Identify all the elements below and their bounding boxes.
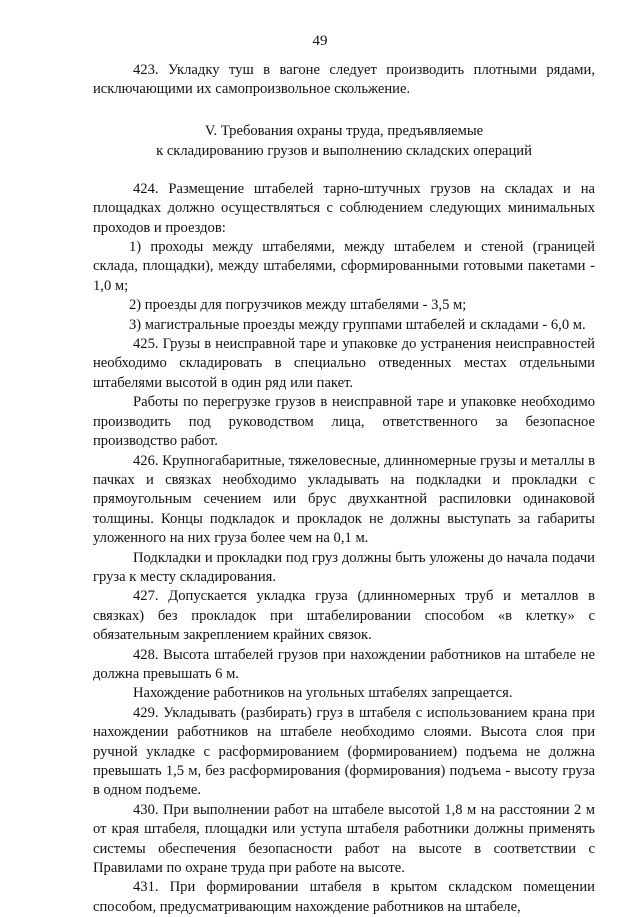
list-item-424-1: 1) проходы между штабелями, между штабелем и стеной (границей склада, площадки), между штабелями, сформированными готовыми пакетами - 1,0 м;	[93, 239, 595, 294]
paragraph-428: 428. Высота штабелей грузов при нахождении работников на штабеле не должна превышать 6 м.	[93, 646, 595, 682]
paragraph-428-cont: Нахождение работников на угольных штабелях запрещается.	[133, 685, 513, 702]
paragraph-423: 423. Укладку туш в вагоне следует производить плотными рядами, исключающими их самопроизвольное скольжение.	[93, 62, 595, 98]
paragraph-427: 427. Допускается укладка груза (длинномерных труб и металлов в связках) без прокладок при штабелировании способом «в клетку» с обязательным закреплением крайних связок.	[93, 588, 595, 644]
document-body	[93, 61, 595, 917]
paragraph-425-cont: Работы по перегрузке грузов в неисправной таре и упаковке необходимо производить под руководством лица, ответственного за безопасное производство работ.	[93, 394, 595, 450]
paragraph-429: 429. Укладывать (разбирать) груз в штабеля с использованием крана при нахождении работников на штабеле необходимо слоями. Высота слоя при ручной укладке с расформированием (формированием) подъема не должна превышать 1,5 м, без расформирования (формирования) подъема - высоту груза в одном подъеме.	[93, 704, 595, 799]
paragraph-431: 431. При формировании штабеля в крытом складском помещении способом, предусматривающим нахождение работников на штабеле,	[93, 879, 595, 915]
paragraph-430: 430. При выполнении работ на штабеле высотой 1,8 м на расстоянии 2 м от края штабеля, площадки или уступа штабеля работники должны применять системы обеспечения безопасности работ на высоте в соответствии с Правилами по охране труда при работе на высоте.	[93, 801, 595, 877]
list-item-424-2: 2) проезды для погрузчиков между штабелями - 3,5 м;	[129, 297, 467, 314]
section-heading	[93, 121, 595, 161]
section-heading-line-2: к складированию грузов и выполнению складских операций	[156, 142, 532, 159]
section-heading-line-1: V. Требования охраны труда, предъявляемые	[204, 122, 484, 139]
paragraph-426-cont: Подкладки и прокладки под груз должны быть уложены до начала подачи груза к месту складирования.	[93, 549, 595, 585]
list-item-424-3: 3) магистральные проезды между группами штабелей и складами - 6,0 м.	[129, 316, 586, 333]
paragraph-425: 425. Грузы в неисправной таре и упаковке до устранения неисправностей необходимо складировать в специально отведенных местах отдельными штабелями высотой в один ряд или пакет.	[93, 336, 595, 391]
paragraph-426: 426. Крупногабаритные, тяжеловесные, длинномерные грузы и металлы в пачках и связках необходимо укладывать на подкладки и прокладки с прямоугольным сечением или брус двухкантной распиловки одинаковой толщины. Концы подкладок и прокладок не должны выступать за габариты уложенного на них груза более чем на 0,1 м.	[93, 452, 595, 547]
page-number: 49	[312, 33, 328, 49]
paragraph-424: 424. Размещение штабелей тарно-штучных грузов на складах и на площадках должно осуществляться с соблюдением следующих минимальных проходов и проездов:	[93, 180, 595, 236]
